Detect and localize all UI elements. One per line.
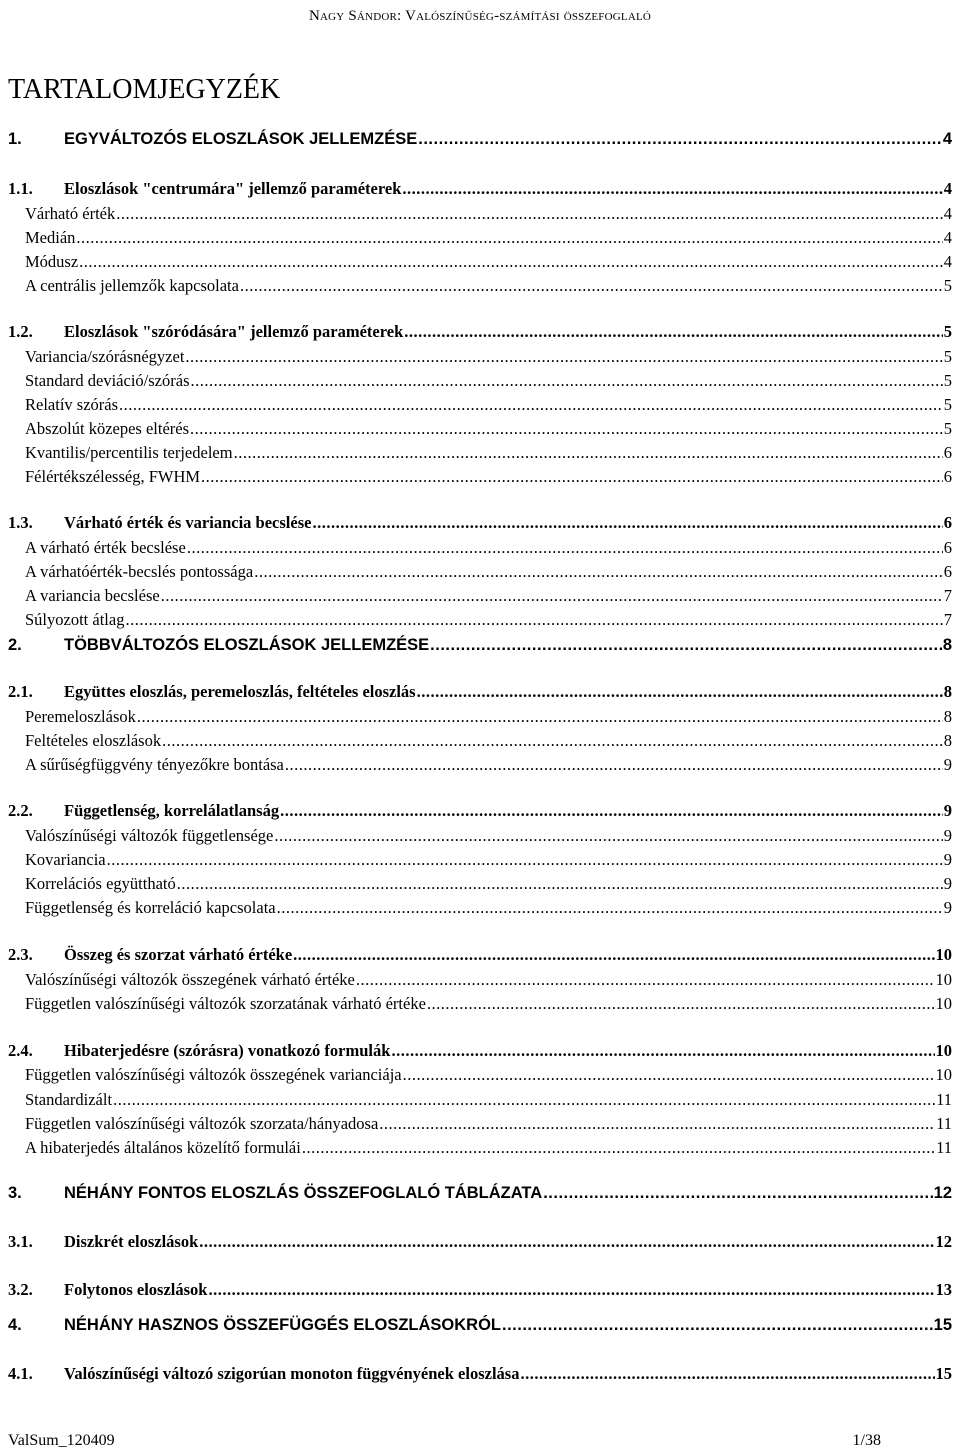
- toc-entry-page: 10: [935, 945, 952, 964]
- toc-entry-page: 5: [943, 419, 952, 438]
- toc-entry-page: 9: [943, 850, 952, 869]
- toc-entry-page: 9: [943, 755, 952, 774]
- toc-entry-page: 5: [943, 347, 952, 366]
- running-header: Nagy Sándor: Valószínűség-számítási összefoglaló: [308, 8, 652, 24]
- toc-entry-page: 10: [935, 1041, 952, 1060]
- toc-entry-page: 10: [935, 1065, 952, 1084]
- toc-entry-number: 1.2.: [8, 322, 33, 341]
- dot-leader: [79, 252, 943, 272]
- toc-entry-number: 1.: [8, 130, 22, 148]
- dot-leader: [543, 1184, 932, 1203]
- toc-entry-number: 2.4.: [8, 1041, 33, 1060]
- toc-entry-number: 2.1.: [8, 682, 33, 701]
- dot-leader: [107, 850, 943, 870]
- dot-leader: [116, 204, 943, 224]
- toc-entry-page: 10: [935, 994, 952, 1013]
- toc-entry-label: A várható érték becslése: [25, 538, 186, 557]
- toc-entry-page: 15: [935, 1364, 952, 1383]
- toc-entry-number: 1.3.: [8, 513, 33, 532]
- toc-entry-label: Valószínűségi változók függetlensége: [25, 826, 274, 845]
- dot-leader: [379, 1114, 935, 1134]
- toc-entry-page: 6: [943, 513, 952, 532]
- dot-leader: [312, 513, 942, 533]
- footer-page-number: 1/38: [852, 1432, 881, 1449]
- dot-leader: [520, 1364, 934, 1384]
- dot-leader: [280, 801, 943, 821]
- toc-entry-label: Függetlenség és korreláció kapcsolata: [25, 898, 276, 917]
- toc-entry-label: Kovariancia: [25, 850, 106, 869]
- dot-leader: [285, 755, 943, 775]
- dot-leader: [302, 1138, 935, 1158]
- dot-leader: [418, 130, 942, 149]
- toc-entry-page: 9: [943, 801, 952, 820]
- toc-entry-page: 6: [943, 538, 952, 557]
- dot-leader: [240, 276, 943, 296]
- toc-entry-page: 6: [943, 562, 952, 581]
- toc-entry-label: TÖBBVÁLTOZÓS ELOSZLÁSOK JELLEMZÉSE: [64, 636, 430, 654]
- dot-leader: [356, 970, 935, 990]
- dot-leader: [391, 1041, 934, 1061]
- toc-entry-label: Módusz: [25, 252, 79, 271]
- toc-entry-label: Várható érték és variancia becslése: [64, 513, 312, 532]
- toc-entry-page: 9: [943, 898, 952, 917]
- toc-entry-page: 4: [943, 179, 952, 198]
- toc-entry-label: Kvantilis/percentilis terjedelem: [25, 443, 233, 462]
- toc-entry-label: Valószínűségi változó szigorúan monoton függvényének eloszlása: [64, 1364, 520, 1383]
- toc-entry-page: 11: [936, 1138, 952, 1157]
- toc-entry-number: 2.: [8, 636, 22, 654]
- toc-entry-page: 4: [943, 228, 952, 247]
- toc-entry-label: NÉHÁNY HASZNOS ÖSSZEFÜGGÉS ELOSZLÁSOKRÓL: [64, 1316, 501, 1334]
- toc-entry-label: A várhatóérték-becslés pontossága: [25, 562, 254, 581]
- toc-entry-number: 2.2.: [8, 801, 33, 820]
- dot-leader: [201, 467, 943, 487]
- toc-entry-page: 5: [943, 371, 952, 390]
- toc-entry-label: Peremeloszlások: [25, 707, 136, 726]
- toc-entry-label: A sűrűségfüggvény tényezőkre bontása: [25, 755, 284, 774]
- footer-document-id: ValSum_120409: [8, 1432, 115, 1449]
- toc-entry-label: Valószínűségi változók összegének várható értéke: [25, 970, 355, 989]
- toc-entry-page: 8: [943, 731, 952, 750]
- dot-leader: [76, 228, 942, 248]
- dot-leader: [427, 994, 935, 1014]
- toc-entry-label: Független valószínűségi változók szorzata/hányadosa: [25, 1114, 379, 1133]
- toc-entry-label: A centrális jellemzők kapcsolata: [25, 276, 239, 295]
- toc-entry-number: 4.1.: [8, 1364, 33, 1383]
- dot-leader: [234, 443, 943, 463]
- dot-leader: [208, 1280, 934, 1300]
- toc-entry-label: Eloszlások "szóródására" jellemző paraméterek: [64, 322, 404, 341]
- page-title: TARTALOMJEGYZÉK: [8, 74, 281, 105]
- dot-leader: [161, 586, 943, 606]
- dot-leader: [254, 562, 943, 582]
- toc-entry-label: Függetlenség, korrelálatlanság: [64, 801, 280, 820]
- toc-entry-page: 11: [936, 1114, 952, 1133]
- toc-entry-label: Hibaterjedésre (szórásra) vonatkozó formulák: [64, 1041, 391, 1060]
- toc-entry-label: Korrelációs együttható: [25, 874, 176, 893]
- toc-entry-label: Standardizált: [25, 1090, 113, 1109]
- toc-entry-page: 6: [943, 467, 952, 486]
- toc-entry-page: 4: [942, 130, 952, 148]
- toc-entry-label: Független valószínűségi változók összegének varianciája: [25, 1065, 402, 1084]
- toc-entry-page: 8: [942, 636, 952, 654]
- dot-leader: [177, 874, 943, 894]
- toc-entry-label: Együttes eloszlás, peremeloszlás, feltételes eloszlás: [64, 682, 416, 701]
- toc-entry-label: Feltételes eloszlások: [25, 731, 162, 750]
- toc-entry-page: 9: [943, 874, 952, 893]
- toc-entry-page: 8: [943, 682, 952, 701]
- dot-leader: [190, 419, 943, 439]
- toc-entry-label: Súlyozott átlag: [25, 610, 125, 629]
- toc-entry-page: 5: [943, 322, 952, 341]
- dot-leader: [199, 1232, 934, 1252]
- toc-entry-label: Folytonos eloszlások: [64, 1280, 208, 1299]
- toc-entry-page: 10: [935, 970, 952, 989]
- dot-leader: [430, 636, 942, 655]
- dot-leader: [404, 322, 943, 342]
- toc-entry-page: 4: [943, 204, 952, 223]
- dot-leader: [402, 179, 942, 199]
- toc-entry-label: NÉHÁNY FONTOS ELOSZLÁS ÖSSZEFOGLALÓ TÁBLÁZATA: [64, 1184, 543, 1202]
- toc-entry-page: 6: [943, 443, 952, 462]
- toc-entry-number: 3.2.: [8, 1280, 33, 1299]
- toc-entry-label: A hibaterjedés általános közelítő formulái: [25, 1138, 301, 1157]
- toc-entry-label: Abszolút közepes eltérés: [25, 419, 190, 438]
- toc-entry-label: Összeg és szorzat várható értéke: [64, 945, 293, 964]
- toc-entry-page: 11: [936, 1090, 952, 1109]
- dot-leader: [403, 1065, 935, 1085]
- dot-leader: [190, 371, 942, 391]
- toc-entry-page: 7: [943, 610, 952, 629]
- toc-entry-number: 3.1.: [8, 1232, 33, 1251]
- dot-leader: [113, 1090, 935, 1110]
- toc-entry-label: Relatív szórás: [25, 395, 119, 414]
- toc-entry-page: 5: [943, 276, 952, 295]
- toc-entry-number: 1.1.: [8, 179, 33, 198]
- toc-entry-label: Variancia/szórásnégyzet: [25, 347, 185, 366]
- toc-entry-label: Félértékszélesség, FWHM: [25, 467, 201, 486]
- toc-entry-label: Medián: [25, 228, 76, 247]
- toc-entry-page: 15: [933, 1316, 952, 1334]
- dot-leader: [274, 826, 942, 846]
- dot-leader: [162, 731, 943, 751]
- toc-entry-label: A variancia becslése: [25, 586, 160, 605]
- dot-leader: [125, 610, 942, 630]
- dot-leader: [502, 1316, 933, 1335]
- toc-entry-number: 3.: [8, 1184, 22, 1202]
- toc-entry-label: Standard deviáció/szórás: [25, 371, 190, 390]
- toc-entry-label: Diszkrét eloszlások: [64, 1232, 199, 1251]
- toc-entry-number: 4.: [8, 1316, 22, 1334]
- toc-entry-page: 12: [933, 1184, 952, 1202]
- toc-entry-label: Várható érték: [25, 204, 116, 223]
- toc-entry-number: 2.3.: [8, 945, 33, 964]
- toc-entry-page: 7: [943, 586, 952, 605]
- dot-leader: [137, 707, 943, 727]
- dot-leader: [185, 347, 942, 367]
- toc-entry-page: 5: [943, 395, 952, 414]
- toc-entry-label: Független valószínűségi változók szorzatának várható értéke: [25, 994, 426, 1013]
- toc-entry-page: 9: [943, 826, 952, 845]
- toc-entry-page: 4: [943, 252, 952, 271]
- toc-entry-label: Eloszlások "centrumára" jellemző paraméterek: [64, 179, 402, 198]
- toc-entry-label: EGYVÁLTOZÓS ELOSZLÁSOK JELLEMZÉSE: [64, 130, 418, 148]
- dot-leader: [417, 682, 943, 702]
- dot-leader: [187, 538, 943, 558]
- toc-entry-page: 13: [935, 1280, 952, 1299]
- dot-leader: [119, 395, 943, 415]
- dot-leader: [277, 898, 943, 918]
- dot-leader: [293, 945, 934, 965]
- toc-entry-page: 12: [935, 1232, 952, 1251]
- toc-entry-page: 8: [943, 707, 952, 726]
